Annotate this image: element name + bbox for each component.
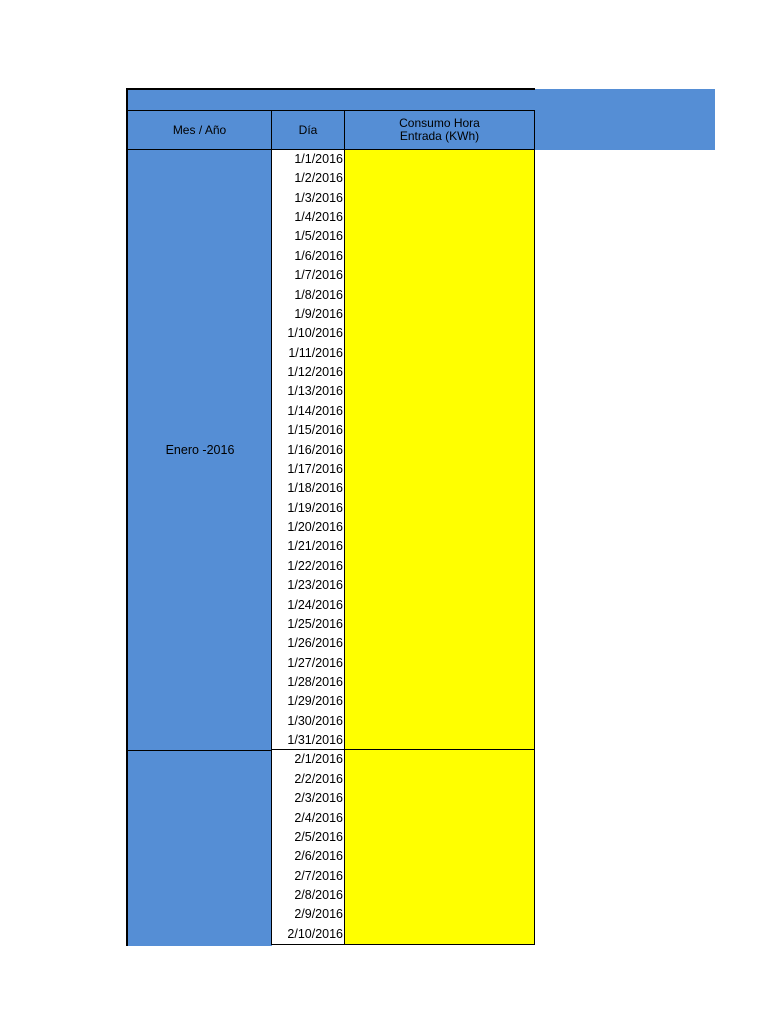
top-border [126,88,535,90]
consumption-cell[interactable] [344,169,535,190]
day-cell: 1/20/2016 [271,518,344,538]
consumption-cell[interactable] [344,615,535,635]
day-cell: 1/30/2016 [271,712,344,732]
day-cell: 1/11/2016 [271,344,344,364]
consumption-cell[interactable] [344,905,535,926]
day-cell: 2/7/2016 [271,867,344,887]
day-cell: 1/4/2016 [271,208,344,228]
consumption-cell[interactable] [344,227,535,248]
day-cell: 2/6/2016 [271,847,344,868]
day-cell: 2/8/2016 [271,886,344,906]
day-cell: 2/10/2016 [271,925,344,945]
day-cell: 1/31/2016 [271,731,344,751]
day-cell: 1/29/2016 [271,692,344,713]
day-cell: 1/3/2016 [271,189,344,209]
day-cell: 1/15/2016 [271,421,344,442]
day-cell: 1/6/2016 [271,247,344,267]
consumption-cell[interactable] [344,247,535,267]
consumption-cell[interactable] [344,189,535,209]
consumption-cell[interactable] [344,634,535,655]
consumption-cell[interactable] [344,402,535,422]
consumption-cell[interactable] [344,886,535,906]
day-cell: 1/24/2016 [271,596,344,616]
consumption-cell[interactable] [344,286,535,306]
consumption-cell[interactable] [344,828,535,848]
day-cell: 2/4/2016 [271,809,344,829]
consumption-cell[interactable] [344,692,535,713]
day-cell: 1/17/2016 [271,460,344,480]
day-cell: 1/25/2016 [271,615,344,635]
consumption-cell[interactable] [344,305,535,325]
consumption-cell[interactable] [344,576,535,597]
consumption-cell[interactable] [344,847,535,868]
day-cell: 1/2/2016 [271,169,344,190]
consumption-cell[interactable] [344,499,535,519]
day-cell: 1/18/2016 [271,479,344,500]
header-month-year [126,111,271,151]
day-cell: 1/12/2016 [271,363,344,383]
consumption-cell[interactable] [344,537,535,558]
day-cell: 2/5/2016 [271,828,344,848]
header-consumption-label: Consumo Hora Entrada (KWh) [399,116,480,143]
day-cell: 2/3/2016 [271,789,344,810]
day-cell: 1/14/2016 [271,402,344,422]
day-cell: 2/9/2016 [271,905,344,926]
title-band-extension [535,89,715,150]
header-consumption [344,111,535,151]
month-cell [126,751,272,946]
consumption-cell[interactable] [344,596,535,616]
consumption-cell[interactable] [344,324,535,345]
day-cell: 1/9/2016 [271,305,344,325]
day-cell: 1/21/2016 [271,537,344,558]
day-cell: 1/19/2016 [271,499,344,519]
consumption-cell[interactable] [344,809,535,829]
consumption-cell[interactable] [344,770,535,790]
consumption-cell[interactable] [344,750,535,771]
consumption-cell[interactable] [344,421,535,442]
month-cell [126,150,272,752]
day-cell: 1/5/2016 [271,227,344,248]
day-cell: 1/22/2016 [271,557,344,577]
consumption-cell[interactable] [344,731,535,751]
header-day [271,111,344,151]
consumption-cell[interactable] [344,867,535,887]
day-cell: 1/23/2016 [271,576,344,597]
consumption-cell[interactable] [344,266,535,287]
day-cell: 1/10/2016 [271,324,344,345]
consumption-cell[interactable] [344,460,535,480]
day-cell: 1/13/2016 [271,382,344,403]
header-day-label: Día [298,122,318,137]
consumption-cell[interactable] [344,208,535,228]
day-cell: 1/7/2016 [271,266,344,287]
consumption-cell[interactable] [344,712,535,732]
consumption-cell[interactable] [344,363,535,383]
day-cell: 2/1/2016 [271,750,344,771]
consumption-cell[interactable] [344,479,535,500]
month-label: Enero -2016 [165,443,235,457]
day-cell: 1/26/2016 [271,634,344,655]
consumption-cell[interactable] [344,150,535,170]
consumption-cell[interactable] [344,382,535,403]
consumption-cell[interactable] [344,789,535,810]
consumption-cell[interactable] [344,925,535,945]
consumption-cell[interactable] [344,673,535,693]
day-cell: 1/16/2016 [271,441,344,461]
header-month-year-label: Mes / Año [172,122,227,137]
title-band [126,89,535,111]
day-cell: 1/8/2016 [271,286,344,306]
consumption-cell[interactable] [344,518,535,538]
day-cell: 1/27/2016 [271,654,344,674]
consumption-cell[interactable] [344,344,535,364]
consumption-cell[interactable] [344,654,535,674]
day-cell: 1/28/2016 [271,673,344,693]
day-cell: 2/2/2016 [271,770,344,790]
day-cell: 1/1/2016 [271,150,344,170]
consumption-cell[interactable] [344,441,535,461]
consumption-cell[interactable] [344,557,535,577]
